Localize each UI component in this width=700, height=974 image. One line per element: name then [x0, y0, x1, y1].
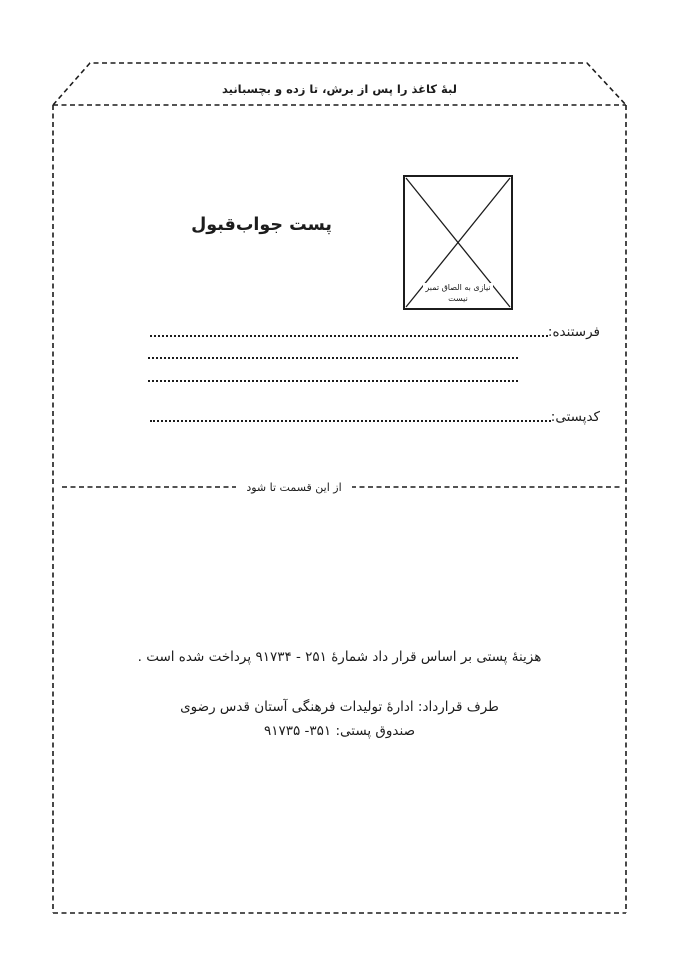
stamp-note: [405, 283, 511, 304]
sender-dotted-line: [150, 335, 548, 337]
address-dotted-line: [148, 372, 518, 382]
payment-note: هزینهٔ پستی بر اساس قرار داد شمارهٔ ۲۵۱ - ۹۱۷۳۴ پرداخت شده است .: [137, 649, 542, 665]
stamp-note-line2: نیست: [448, 293, 468, 303]
contract-party: طرف قرارداد: ادارهٔ تولیدات فرهنگی آستان قدس رضوی: [180, 699, 499, 715]
sender-label: فرستنده:: [547, 324, 600, 341]
postal-code-label: کدپستی:: [550, 409, 600, 426]
postal-code-row: [150, 405, 600, 427]
stamp-box: [403, 175, 513, 310]
po-box-number: صندوق پستی: ۳۵۱- ۹۱۷۳۵: [263, 723, 416, 739]
address-dotted-line: [148, 349, 518, 359]
sender-row: [150, 320, 600, 342]
page-title: پست جواب‌قبول: [191, 215, 332, 235]
flap-instruction: لبهٔ کاغذ را پس از برش، تا زده و بچسبانید: [221, 82, 457, 96]
fold-here-label: از این قسمت تا شود: [236, 479, 352, 496]
postal-code-dotted-line: [150, 420, 551, 422]
stamp-note-line1: نیازی به الصاق تمبر: [425, 283, 491, 293]
